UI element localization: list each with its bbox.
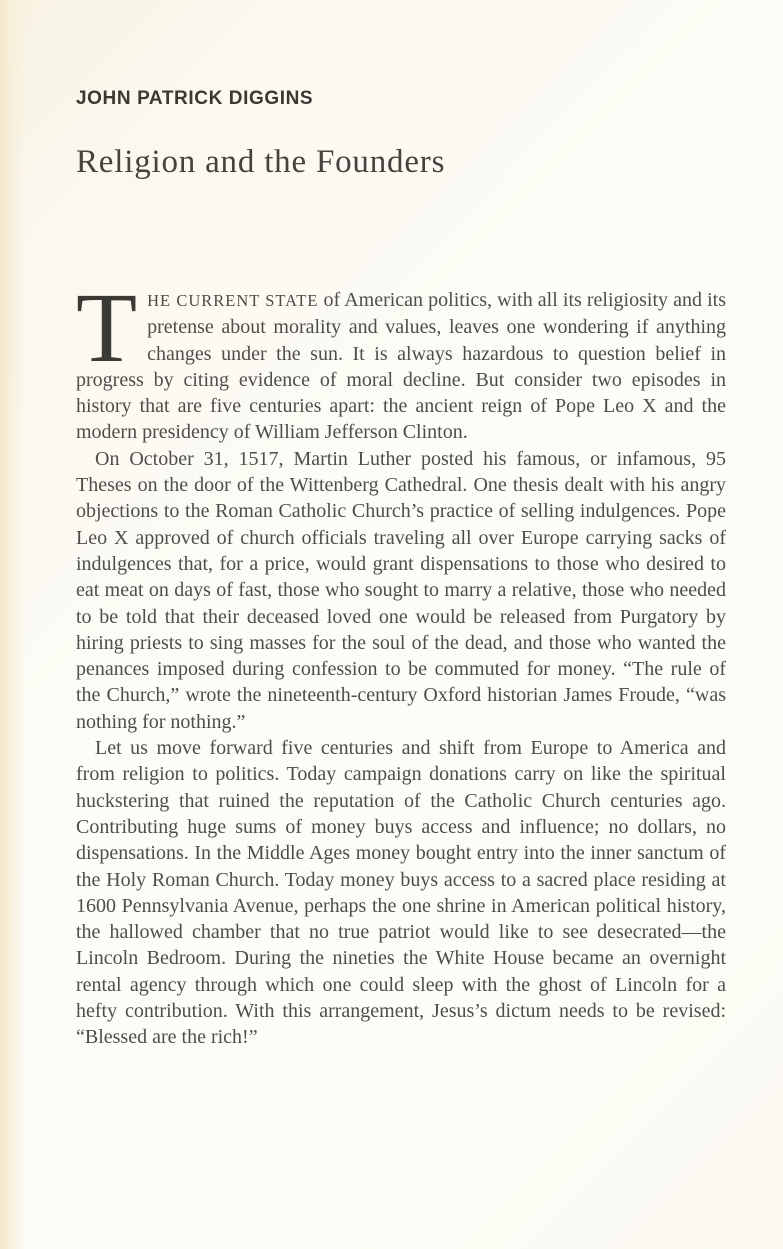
paragraph-text: of American politics, with all its religiosity and its pretense about morality and values, leaves one wondering if anything changes under the sun. It is always hazardous to question belief in progress by citing evidence of moral decline. But consider two episodes in history that are five centuries apart: the ancient reign of Pope Leo X and the modern presidency of William Jefferson Clinton. — [76, 289, 726, 444]
author-name: JOHN PATRICK DIGGINS — [76, 88, 314, 109]
page-edge-shadow — [0, 0, 26, 1249]
paragraph-luther: On October 31, 1517, Martin Luther posted his famous, or infamous, 95 Theses on the door of the Wittenberg Cathedral. One thesis dealt with his angry objections to the Roman Catholic Church’s practice of selling indulgences. Pope Leo X approved of church officials traveling all over Europe carrying sacks of indulgences that, for a price, would grant dispensations to those who desired to eat meat on days of fast, those who sought to marry a relative, those who needed to be told that their deceased loved one would be released from Purgatory by hiring priests to sing masses for the soul of the dead, and those who wanted the penances imposed during confession to be commuted for money. “The rule of the Church,” wrote the nineteenth-century Oxford historian James Froude, “was nothing for nothing.” — [76, 447, 726, 733]
paragraph-modern: Let us move forward five centuries and shift from Europe to America and from religion to politics. Today campaign donations carry on like the spiritual huckstering that ruined the reputation of the Catholic Church centuries ago. Contributing huge sums of money buys access and influence; no dollars, no dispensations. In the Middle Ages money bought entry into the inner sanctum of the Holy Roman Church. Today money buys access to a sacred place residing at 1600 Pennsylvania Avenue, perhaps the one shrine in American political history, the hallowed chamber that no true patriot would like to see desecrated—the Lincoln Bedroom. During the nineties the White House became an overnight rental agency through which one could sleep with the ghost of Lincoln for a hefty contribution. With this arrangement, Jesus’s dictum needs to be revised: “Blessed are the rich!” — [76, 737, 726, 1049]
page-title: Religion and the Founders — [76, 144, 446, 180]
drop-cap-letter: T — [76, 272, 138, 383]
page-content — [76, 0, 726, 1051]
lead-small-caps: HE CURRENT STATE — [147, 291, 319, 310]
paragraph-opening — [76, 272, 726, 446]
body-text — [76, 272, 726, 1051]
